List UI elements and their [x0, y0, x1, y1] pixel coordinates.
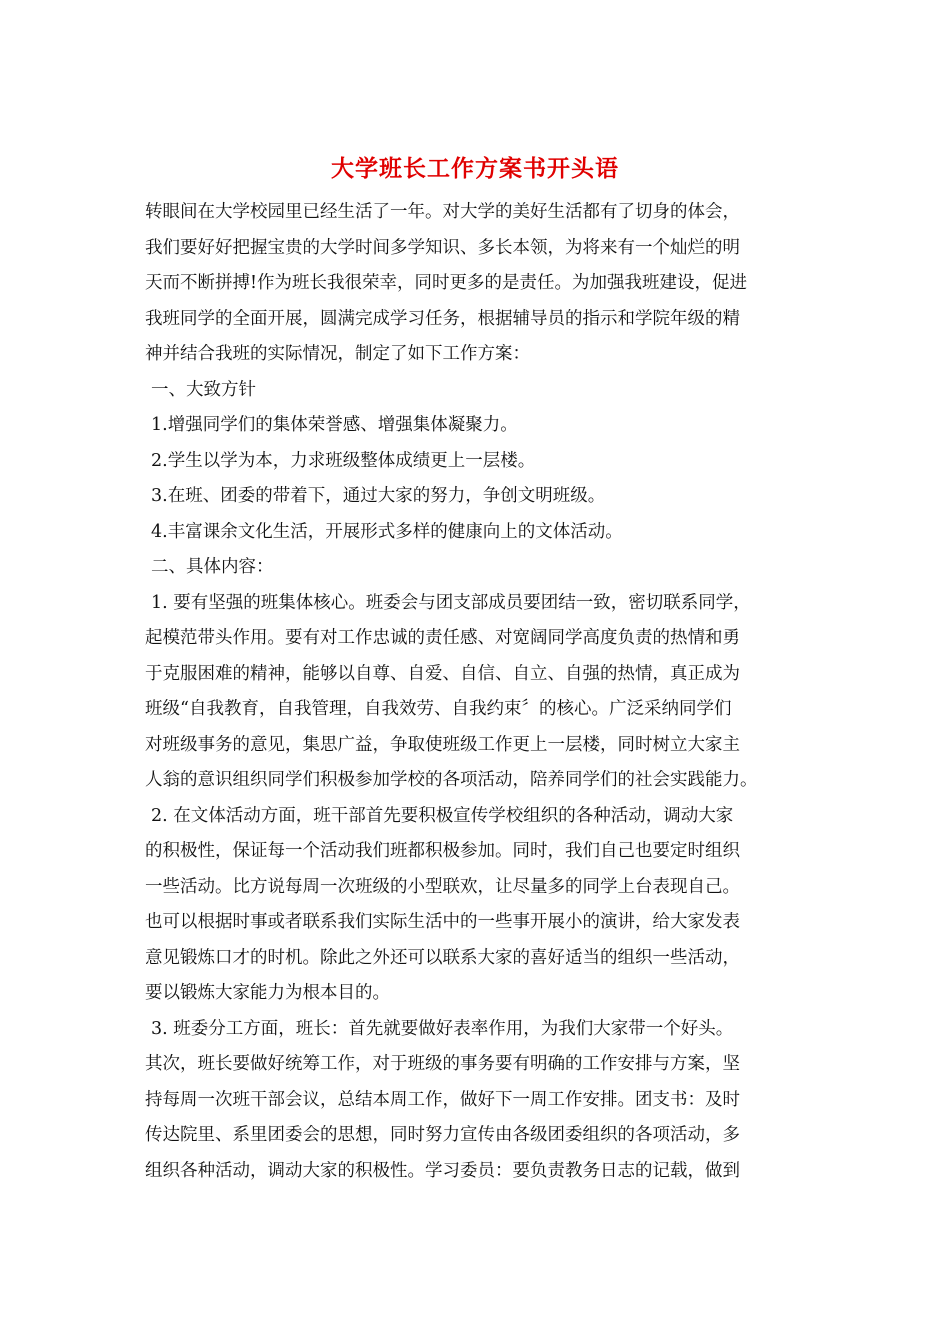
paragraph-line: 3. 班委分工方面，班长：首先就要做好表率作用，为我们大家带一个好头。 [151, 1018, 734, 1039]
document-body [145, 195, 810, 1189]
paragraph-line: 的积极性，保证每一个活动我们班都积极参加。同时，我们自己也要定时组织 [145, 841, 740, 861]
paragraph-line: 传达院里、系里团委会的思想，同时努力宣传由各级团委组织的各项活动，多 [145, 1125, 740, 1145]
paragraph-line: 其次，班长要做好统筹工作，对于班级的事务要有明确的工作安排与方案，坚 [145, 1054, 740, 1074]
paragraph-line: 对班级事务的意见，集思广益，争取使班级工作更上一层楼，同时树立大家主 [145, 734, 740, 755]
document-title: 大学班长工作方案书开头语 [331, 155, 619, 182]
paragraph-line: 于克服困难的精神，能够以自尊、自爱、自信、自立、自强的热情，真正成为 [145, 663, 740, 684]
paragraph-line: 起模范带头作用。要有对工作忠诚的责任感、对宽阔同学高度负责的热情和勇 [145, 628, 740, 648]
paragraph-line: 天而不断拼搏!作为班长我很荣幸，同时更多的是责任。为加强我班建设，促进 [145, 273, 748, 293]
paragraph-line: 人翁的意识组织同学们积极参加学校的各项活动，陪养同学们的社会实践能力。 [145, 770, 758, 790]
paragraph-line: 也可以根据时事或者联系我们实际生活中的一些事开展小的演讲，给大家发表 [145, 912, 740, 932]
paragraph-line: 1. 要有坚强的班集体核心。班委会与团支部成员要团结一致，密切联系同学， [151, 592, 751, 613]
list-item: 2.学生以学为本，力求班级整体成绩更上一层楼。 [151, 450, 536, 471]
paragraph-line: 持每周一次班干部会议，总结本周工作，做好下一周工作安排。团支书：及时 [145, 1089, 740, 1110]
section-heading: 一、大致方针 [151, 379, 256, 400]
paragraph-line: 转眼间在大学校园里已经生活了一年。对大学的美好生活都有了切身的体会， [145, 202, 740, 222]
paragraph-line: 要以锻炼大家能力为根本目的。 [145, 983, 390, 1003]
list-item: 4.丰富课余文化生活，开展形式多样的健康向上的文体活动。 [151, 521, 623, 542]
list-item: 1.增强同学们的集体荣誉感、增强集体凝聚力。 [151, 415, 518, 435]
paragraph-line: 神并结合我班的实际情况，制定了如下工作方案： [145, 344, 530, 364]
paragraph-line: 我们要好好把握宝贵的大学时间多学知识、多长本领，为将来有一个灿烂的明 [145, 237, 740, 258]
paragraph-line: 2. 在文体活动方面，班干部首先要积极宣传学校组织的各种活动，调动大家 [151, 805, 734, 826]
list-item: 3.在班、团委的带着下，通过大家的努力，争创文明班级。 [151, 486, 606, 506]
paragraph-line: 班级“自我教育，自我管理，自我效劳、自我约束〞的核心。广泛采纳同学们 [145, 699, 732, 719]
paragraph-line: 组织各种活动，调动大家的积极性。学习委员：要负责教务日志的记载，做到 [145, 1160, 740, 1181]
paragraph-line: 一些活动。比方说每周一次班级的小型联欢，让尽量多的同学上台表现自己。 [145, 876, 740, 897]
paragraph-line: 意见锻炼口才的时机。除此之外还可以联系大家的喜好适当的组织一些活动， [145, 947, 740, 968]
paragraph-line: 我班同学的全面开展，圆满完成学习任务，根据辅导员的指示和学院年级的精 [145, 308, 740, 329]
section-heading: 二、具体内容： [151, 557, 274, 577]
